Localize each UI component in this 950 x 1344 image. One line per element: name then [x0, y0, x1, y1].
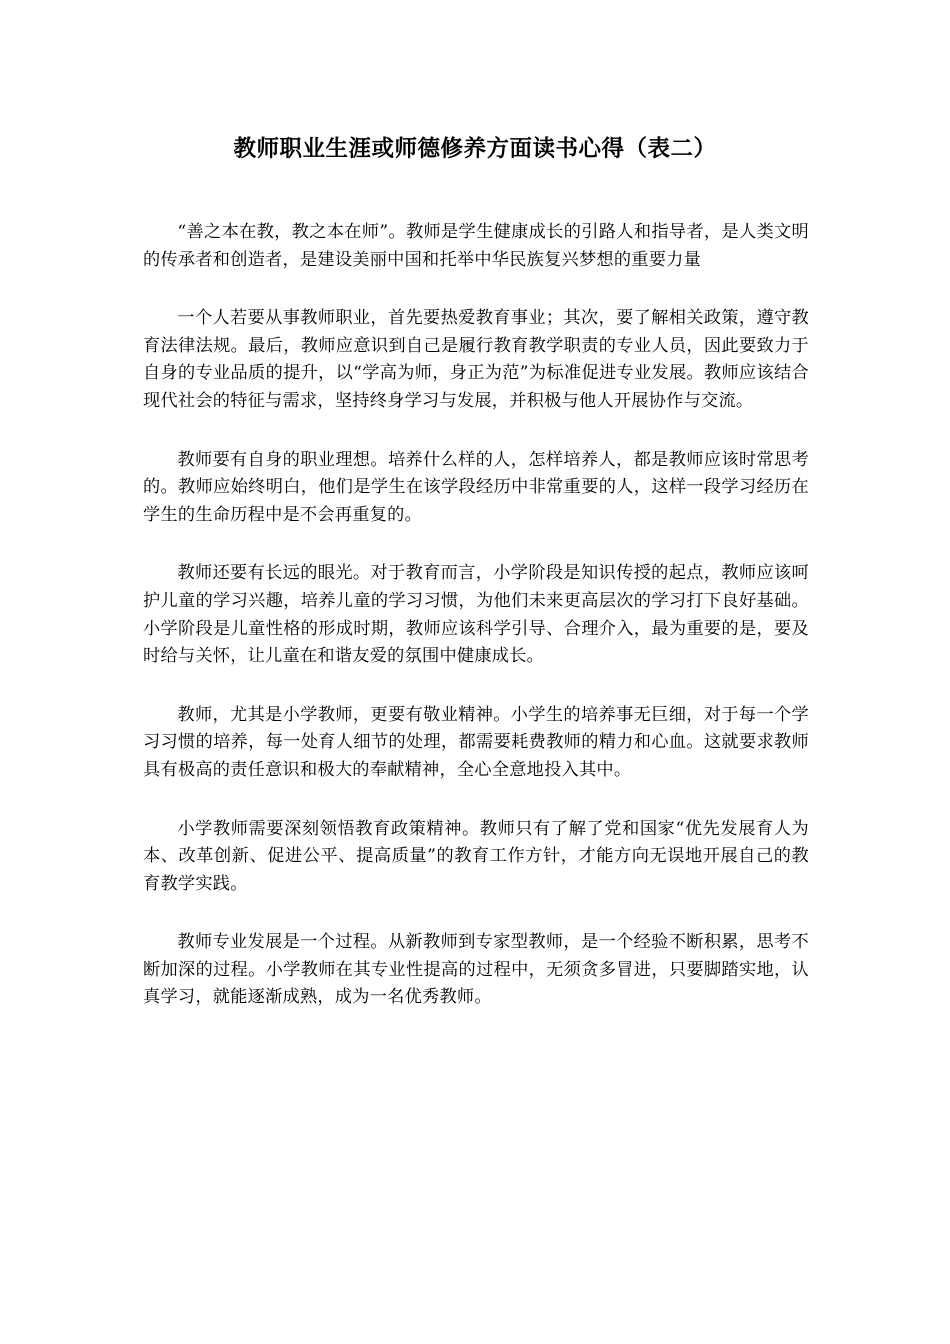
paragraph-4: 教师还要有长远的眼光。对于教育而言，小学阶段是知识传授的起点，教师应该呵护儿童的学习兴趣，培养儿童的学习习惯，为他们未来更高层次的学习打下良好基础。小学阶段是儿童性格的形成时期，教师应该科学引导、合理介入，最为重要的是，要及时给与关怀，让儿童在和谐友爱的氛围中健康成长。	[143, 563, 809, 667]
paragraph-2: 一个人若要从事教师职业，首先要热爱教育事业；其次，要了解相关政策，遵守教育法律法规。最后，教师应意识到自己是履行教育教学职责的专业人员，因此要致力于自身的专业品质的提升，以“学高为师，身正为范”为标准促进专业发展。教师应该结合现代社会的特征与需求，坚持终身学习与发展，并积极与他人开展协作与交流。	[143, 308, 809, 411]
paragraph-1: “善之本在教，教之本在师”。教师是学生健康成长的引路人和指导者，是人类文明的传承者和创造者，是建设美丽中国和托举中华民族复兴梦想的重要力量	[143, 222, 809, 270]
page-title: 教师职业生涯或师德修养方面读书心得（表二）	[233, 136, 717, 162]
paragraph-5: 教师，尤其是小学教师，更要有敬业精神。小学生的培养事无巨细，对于每一个学习习惯的培养，每一处育人细节的处理，都需要耗费教师的精力和心血。这就要求教师具有极高的责任意识和极大的奉献精神，全心全意地投入其中。	[143, 704, 809, 780]
paragraph-7: 教师专业发展是一个过程。从新教师到专家型教师，是一个经验不断积累，思考不断加深的过程。小学教师在其专业性提高的过程中，无须贪多冒进，只要脚踏实地，认真学习，就能逐渐成熟，成为一名优秀教师。	[143, 932, 809, 1008]
paragraph-6: 小学教师需要深刻领悟教育政策精神。教师只有了解了党和国家“优先发展育人为本、改革创新、促进公平、提高质量”的教育工作方针，才能方向无误地开展自己的教育教学实践。	[143, 818, 809, 894]
paragraph-3: 教师要有自身的职业理想。培养什么样的人，怎样培养人，都是教师应该时常思考的。教师应始终明白，他们是学生在该学段经历中非常重要的人，这样一段学习经历在学生的生命历程中是不会再重复的。	[143, 449, 809, 525]
document-body	[143, 219, 809, 1043]
